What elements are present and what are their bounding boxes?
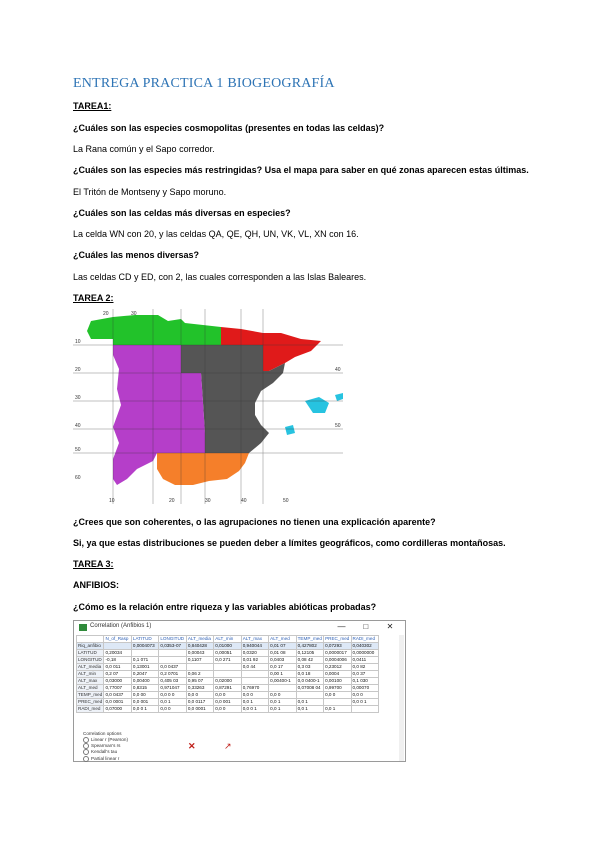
dialog-titlebar [74,621,405,634]
map-label: 50 [75,447,81,453]
table-cell[interactable]: 0,0 00 [131,692,158,699]
table-cell[interactable]: 0,8315 [131,685,158,692]
correlation-options [83,731,128,762]
map-label: 60 [75,475,81,481]
table-cell[interactable]: 0,0 001 [214,699,241,706]
table-cell[interactable]: 0,0 001 [131,699,158,706]
answer-cosmopolitas: La Rana común y el Sapo corredor. [73,144,215,154]
table-cell[interactable]: 0,01 08 [269,650,296,657]
answer-restringidas: El Tritón de Montseny y Sapo moruno. [73,187,227,197]
table-cell[interactable]: 0,0 0400-1 [296,678,323,685]
answer-menos-diversas: Las celdas CD y ED, con 2, las cuales corresponden a las Islas Baleares. [73,272,367,282]
table-cell[interactable] [186,664,213,671]
table-cell[interactable]: 0,0004073 [131,643,158,650]
row-header-cell[interactable]: PREC_med [78,699,103,704]
question-coherentes: ¿Crees que son coherentes, o las agrupaciones no tienen una explicación aparente? [73,517,436,527]
table-cell[interactable] [214,671,241,678]
table-cell[interactable]: 0,0 18 [296,671,323,678]
table-cell[interactable]: 0,87291 [214,685,241,692]
table-cell[interactable]: 0,0320 [241,650,268,657]
table-cell[interactable]: 0,0 1 [269,706,296,713]
table-header-cell[interactable]: RADI_med [351,636,378,643]
option-pearson[interactable]: Linear r (Pearson) [83,737,128,743]
table-cell[interactable]: 0,33263 [186,685,213,692]
table-row[interactable] [77,706,379,713]
table-row[interactable] [77,692,379,699]
table-cell[interactable]: 0,0 0 1 [351,699,378,706]
map-label: 50 [335,423,341,429]
table-cell[interactable]: 0,02000 [214,678,241,685]
table-cell[interactable]: 0,0 0 [214,706,241,713]
answer-diversas: La celda WN con 20, y las celdas QA, QE, QH, UN, VK, VL, XN con 16. [73,229,359,239]
table-cell[interactable]: 0,2 0701 [159,671,186,678]
table-cell[interactable] [296,692,323,699]
table-cell[interactable]: 0,01 07 [269,643,296,650]
table-cell[interactable]: 0,0 0 [186,692,213,699]
row-header-cell[interactable]: TEMP_med [78,692,103,697]
table-cell[interactable]: 0,07293 [324,643,351,650]
table-row[interactable] [77,671,379,678]
map-label: 20 [169,498,175,504]
row-header-cell[interactable]: ALT_media [77,664,104,671]
table-cell[interactable]: 0,13001 [131,664,158,671]
table-cell[interactable]: 0,08 42 [296,657,323,664]
table-cell[interactable]: 0,0 0 [241,692,268,699]
table-cell[interactable]: 0,840428 [186,643,213,650]
table-row[interactable] [77,678,379,685]
table-row[interactable] [77,664,379,671]
table-cell[interactable]: 0,00400 [131,678,158,685]
table-cell[interactable]: 0,0000000 [351,650,378,657]
map-label: 40 [241,498,247,504]
table-cell[interactable]: 0,0403 [269,657,296,664]
map-label: 30 [131,311,137,317]
question-riqueza: ¿Cómo es la relación entre riqueza y las variables abióticas probadas? [73,602,377,612]
radio-icon[interactable] [83,737,89,743]
row-header-cell[interactable]: LONGITUD [77,657,104,664]
table-cell[interactable]: 0,99700 [324,685,351,692]
table-cell[interactable]: 0,3 03 [296,664,323,671]
correlation-dialog [73,620,406,762]
table-cell[interactable]: 0,2047 [131,671,158,678]
table-cell[interactable]: 0,0 0 [351,692,378,699]
table-cell[interactable]: 0,0 1 [296,706,323,713]
table-cell[interactable]: 0,0 0 0 [159,692,186,699]
table-cell[interactable]: 0,06 2 [186,671,213,678]
question-diversas: ¿Cuáles son las celdas más diversas en especies? [73,208,291,218]
table-cell[interactable]: 0,405 03 [159,678,186,685]
table-cell[interactable]: 0,0 37 [351,671,378,678]
table-cell[interactable]: 0,00100 [324,678,351,685]
table-cell[interactable]: 0,427802 [296,643,323,650]
table-row[interactable] [77,657,379,664]
row-header-cell[interactable]: LATITUD [77,650,104,657]
table-cell[interactable]: 0,0 1 [296,699,323,706]
option-kendall[interactable]: Kendall's tau [83,749,128,755]
table-cell[interactable]: 0,0 44 [241,664,268,671]
table-cell[interactable] [269,685,296,692]
table-cell[interactable]: 0,0 0001 [186,706,213,713]
maximize-button[interactable]: □ [363,622,369,631]
map-label: 30 [205,498,211,504]
table-cell[interactable]: 0,0004006 [324,657,351,664]
table-cell[interactable]: 0,77007 [104,685,131,692]
table-row[interactable] [77,650,379,657]
heading-tarea3: TAREA 3: [73,559,114,569]
table-cell[interactable]: 0,971047 [159,685,186,692]
options-title: Correlation options [83,731,122,736]
table-cell[interactable]: 0,0 0001 [104,699,131,706]
table-cell[interactable]: 0,1 071 [131,657,158,664]
table-cell[interactable] [214,664,241,671]
table-header-cell[interactable]: ALT_max [241,636,268,643]
table-cell[interactable] [159,650,186,657]
table-header-cell[interactable]: LONGITUD [159,636,186,643]
table-cell[interactable]: 0,01000 [214,643,241,650]
table-cell[interactable]: 0,95 07 [186,678,213,685]
table-cell[interactable]: 0,23012 [324,664,351,671]
row-header-cell[interactable]: ALT_min [77,671,104,678]
vertical-scrollbar[interactable] [399,635,404,761]
radio-icon[interactable] [83,749,89,755]
table-header-cell[interactable]: ALT_media [186,636,213,643]
table-cell[interactable]: 0,1 030 [351,678,378,685]
row-header-cell[interactable]: ALT_med [77,685,104,692]
map-label: 40 [75,423,81,429]
map-label: 20 [103,311,109,317]
row-header-cell[interactable]: Riq_anfibio [77,643,104,650]
table-cell[interactable]: 0,0411 [351,657,378,664]
table-row[interactable] [77,699,379,706]
table-cell[interactable]: -0,18 [104,657,131,664]
table-cell[interactable]: 0,0 0 [269,692,296,699]
table-cell[interactable]: 0,0 0 1 [241,706,268,713]
answer-coherentes: Si, ya que estas distribuciones se pueden deber a límites geográficos, como cordilleras montañosas. [73,538,506,548]
heading-tarea2: TAREA 2: [73,293,114,303]
minimize-button[interactable]: — [337,622,346,631]
table-header-cell[interactable]: ALT_min [214,636,241,643]
table-cell[interactable] [104,643,131,650]
table-cell[interactable] [324,699,351,706]
table-row[interactable] [77,685,379,692]
table-cell[interactable]: 0,0 0437 [159,664,186,671]
map-label: 20 [75,367,81,373]
table-cell[interactable]: 0,0 0 [159,706,186,713]
map-label: 10 [75,339,81,345]
table-cell[interactable]: 0,0353-07 [159,643,186,650]
map-label: 10 [109,498,115,504]
table-cell[interactable]: 0,040302 [351,643,378,650]
table-header-cell[interactable]: LATITUD [131,636,158,643]
heading-tarea1: TAREA1: [73,101,112,111]
table-cell[interactable]: 0,00051 [214,650,241,657]
table-cell[interactable]: 0,940044 [241,643,268,650]
table-cell[interactable]: 0,0 1 [269,699,296,706]
table-cell[interactable]: 0,0 0117 [186,699,213,706]
table-cell[interactable]: 0,0000017 [324,650,351,657]
table-cell[interactable]: 0,0 1 [241,699,268,706]
map-label: 40 [335,367,341,373]
heading-anfibios: ANFIBIOS: [73,580,119,590]
cluster-map [73,309,343,504]
table-header-cell[interactable] [77,636,104,643]
table-cell[interactable]: 0,12105 [296,650,323,657]
table-cell[interactable] [131,650,158,657]
table-cell[interactable] [241,678,268,685]
option-spearman[interactable]: Spearman's rs [83,743,128,749]
table-cell[interactable]: 0,0004 [324,671,351,678]
question-restringidas: ¿Cuáles son las especies más restringidas? Usa el mapa para saber en qué zonas aparecen estas últimas. [73,165,529,175]
table-cell[interactable]: 0,76970 [241,685,268,692]
export-icon[interactable]: ↗ [224,741,232,751]
table-cell[interactable]: 0,00400-1 [269,678,296,685]
table-cell[interactable]: 0,00070 [351,685,378,692]
option-partial[interactable]: Partial linear r [83,756,128,762]
table-cell[interactable]: 0,1107 [186,657,213,664]
table-cell[interactable]: 0,07000 [104,706,131,713]
table-cell[interactable]: 0,0 0 [324,692,351,699]
table-cell[interactable] [241,671,268,678]
table-cell[interactable]: 0,0 011 [104,664,131,671]
table-header-cell[interactable]: ALT_med [269,636,296,643]
radio-icon[interactable] [83,743,89,749]
table-cell[interactable] [159,657,186,664]
table-cell[interactable]: 0,2 07 [104,671,131,678]
row-header-cell[interactable]: RADI_med [77,706,104,713]
table-cell[interactable]: 0,00 1 [269,671,296,678]
close-icon[interactable]: ✕ [188,741,196,751]
table-cell[interactable]: 0,03000 [104,678,131,685]
question-cosmopolitas: ¿Cuáles son las especies cosmopolitas (presentes en todas las celdas)? [73,123,385,133]
table-cell[interactable]: 0,0 1 [159,699,186,706]
table-cell[interactable] [351,706,378,713]
close-window-button[interactable]: ✕ [386,622,394,631]
map-label: 50 [283,498,289,504]
table-cell[interactable]: 0,07008 04 [296,685,323,692]
table-cell[interactable]: 0,0 1 [324,706,351,713]
table-cell[interactable]: 0,0 17 [269,664,296,671]
table-header-cell[interactable]: TEMP_med [297,636,322,641]
row-header-cell[interactable]: ALT_max [77,678,104,685]
dialog-title: Correlation (Anfibios 1) [90,623,152,629]
table-header-row [77,636,379,643]
question-menos-diversas: ¿Cuáles las menos diversas? [73,250,200,260]
correlation-table [76,635,379,713]
table-cell[interactable]: 0,00043 [186,650,213,657]
table-header-cell[interactable]: PREC_med [325,636,350,641]
table-cell[interactable]: 0,0 271 [214,657,241,664]
table-row[interactable] [77,643,379,650]
map-label: 30 [75,395,81,401]
table-cell[interactable]: 0,0 0437 [104,692,131,699]
app-icon [79,624,87,631]
document-title: ENTREGA PRACTICA 1 BIOGEOGRAFÍA [73,76,335,91]
table-cell[interactable]: 0,20034 [104,650,131,657]
table-cell[interactable]: 0,0 82 [351,664,378,671]
table-cell[interactable]: 0,0 0 [214,692,241,699]
table-cell[interactable]: 0,0 0 1 [131,706,158,713]
radio-icon[interactable] [83,756,89,762]
table-cell[interactable]: 0,01 92 [241,657,268,664]
table-header-cell[interactable]: N_of_Rasp [104,636,131,643]
